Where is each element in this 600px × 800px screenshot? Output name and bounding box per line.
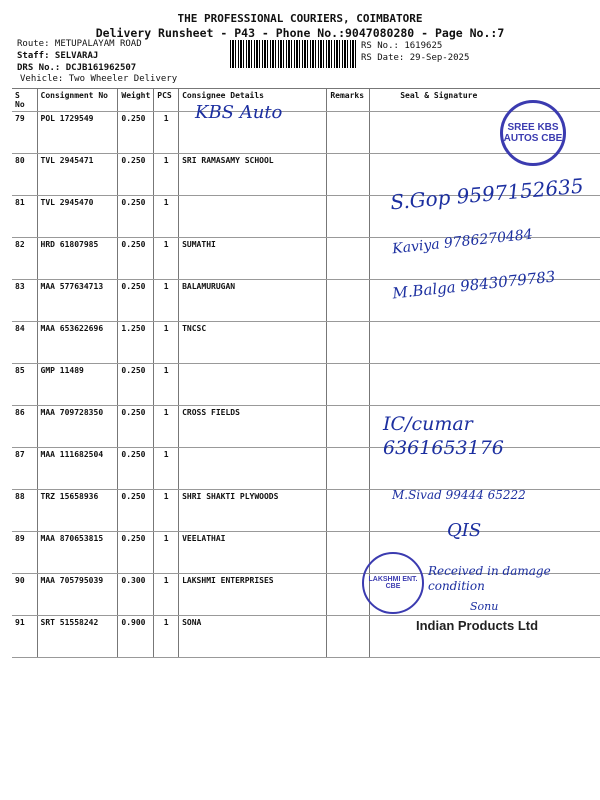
row-sno: 80: [12, 154, 37, 196]
row-signature: [370, 364, 600, 406]
row-pcs: 1: [154, 364, 179, 406]
row-remarks: [327, 448, 370, 490]
row-consignment-no: MAA 653622696: [37, 322, 118, 364]
row-pcs: 1: [154, 574, 179, 616]
row-remarks: [327, 532, 370, 574]
row-signature: [370, 322, 600, 364]
company-name: THE PROFESSIONAL COURIERS, COIMBATORE: [177, 12, 423, 25]
col-consignee: Consignee Details: [179, 89, 327, 112]
row-consignment-no: MAA 705795039: [37, 574, 118, 616]
kbs-autos-stamp: SREE KBS AUTOS CBE: [500, 100, 566, 166]
row-weight: 0.250: [118, 112, 154, 154]
drs-number: DRS No.: DCJB161962507: [17, 63, 137, 73]
row-consignee: TNCSC: [179, 322, 327, 364]
row-pcs: 1: [154, 532, 179, 574]
row-consignment-no: TRZ 15658936: [37, 490, 118, 532]
row-consignment-no: GMP 11489: [37, 364, 118, 406]
row-remarks: [327, 196, 370, 238]
row-weight: 0.250: [118, 196, 154, 238]
row-sno: 88: [12, 490, 37, 532]
row-consignee: [179, 196, 327, 238]
row-sno: 91: [12, 616, 37, 658]
signature-82: Kaviya 9786270484: [391, 226, 534, 258]
row-pcs: 1: [154, 196, 179, 238]
row-sno: 89: [12, 532, 37, 574]
row-pcs: 1: [154, 406, 179, 448]
row-consignment-no: MAA 577634713: [37, 280, 118, 322]
row-remarks: [327, 238, 370, 280]
row-remarks: [327, 364, 370, 406]
row-consignment-no: MAA 709728350: [37, 406, 118, 448]
row-remarks: [327, 406, 370, 448]
row-sno: 86: [12, 406, 37, 448]
row-remarks: [327, 112, 370, 154]
row-weight: 0.900: [118, 616, 154, 658]
signature-91: Sonu: [470, 600, 499, 613]
vehicle: Vehicle: Two Wheeler Delivery: [20, 74, 178, 84]
signature-81: S.Gop 9597152635: [389, 173, 585, 215]
row-sno: 85: [12, 364, 37, 406]
signature-86: IC/cumar 6361653176: [383, 413, 504, 459]
staff: Staff: SELVARAJ: [17, 51, 99, 61]
row-sno: 79: [12, 112, 37, 154]
row-consignment-no: POL 1729549: [37, 112, 118, 154]
row-pcs: 1: [154, 238, 179, 280]
row-pcs: 1: [154, 322, 179, 364]
row-consignee: SRI RAMASAMY SCHOOL: [179, 154, 327, 196]
row-remarks: [327, 322, 370, 364]
row-consignment-no: HRD 61807985: [37, 238, 118, 280]
row-pcs: 1: [154, 112, 179, 154]
signature-88: M.Sivad 99444 65222: [392, 488, 526, 502]
row-consignee: [179, 364, 327, 406]
runsheet-title: Delivery Runsheet - P43 - Phone No.:9047080280 - Page No.:7: [95, 26, 505, 40]
row-remarks: [327, 280, 370, 322]
row-weight: 0.250: [118, 238, 154, 280]
row-remarks: [327, 154, 370, 196]
row-weight: 0.250: [118, 154, 154, 196]
row-consignee: SHRI SHAKTI PLYWOODS: [179, 490, 327, 532]
lakshmi-stamp: LAKSHMI ENT. CBE: [362, 552, 424, 614]
row-pcs: 1: [154, 616, 179, 658]
col-remarks: Remarks: [327, 89, 370, 112]
table-row: [12, 364, 600, 406]
row-weight: 0.250: [118, 364, 154, 406]
col-weight: Weight: [118, 89, 154, 112]
handwritten-kbs: KBS Auto: [195, 102, 283, 123]
col-sno: S No: [12, 89, 37, 112]
rs-date: RS Date: 29-Sep-2025: [361, 53, 470, 63]
row-remarks: [327, 616, 370, 658]
row-weight: 0.250: [118, 280, 154, 322]
indian-products-stamp: Indian Products Ltd: [416, 618, 539, 633]
row-consignee: LAKSHMI ENTERPRISES: [179, 574, 327, 616]
row-sno: 87: [12, 448, 37, 490]
table-row: [12, 322, 600, 364]
row-sno: 90: [12, 574, 37, 616]
row-consignment-no: MAA 111682504: [37, 448, 118, 490]
row-weight: 0.250: [118, 490, 154, 532]
signature-89: QIS: [447, 520, 482, 541]
rs-number: RS No.: 1619625: [361, 41, 443, 51]
row-weight: 1.250: [118, 322, 154, 364]
row-consignee: [179, 448, 327, 490]
row-consignee: VEELATHAI: [179, 532, 327, 574]
row-pcs: 1: [154, 280, 179, 322]
col-pcs: PCS: [154, 89, 179, 112]
row-pcs: 1: [154, 448, 179, 490]
barcode: [230, 40, 358, 68]
row-consignment-no: MAA 870653815: [37, 532, 118, 574]
signature-83: M.Balga 9843079783: [391, 267, 557, 303]
row-consignee: BALAMURUGAN: [179, 280, 327, 322]
row-consignment-no: TVL 2945471: [37, 154, 118, 196]
row-pcs: 1: [154, 490, 179, 532]
row-consignee: CROSS FIELDS: [179, 406, 327, 448]
row-weight: 0.300: [118, 574, 154, 616]
route: Route: METUPALAYAM ROAD: [17, 39, 142, 49]
row-sno: 81: [12, 196, 37, 238]
row-sno: 84: [12, 322, 37, 364]
row-consignee: SUMATHI: [179, 238, 327, 280]
row-sno: 82: [12, 238, 37, 280]
row-remarks: [327, 490, 370, 532]
row-consignment-no: TVL 2945470: [37, 196, 118, 238]
col-consignment: Consignment No: [37, 89, 118, 112]
row-weight: 0.250: [118, 406, 154, 448]
row-sno: 83: [12, 280, 37, 322]
row-consignment-no: SRT 51558242: [37, 616, 118, 658]
col-signature: Seal & Signature: [370, 89, 600, 112]
signature-90: Received in damage condition: [428, 564, 551, 593]
row-consignee: SONA: [179, 616, 327, 658]
row-weight: 0.250: [118, 448, 154, 490]
row-weight: 0.250: [118, 532, 154, 574]
row-pcs: 1: [154, 154, 179, 196]
